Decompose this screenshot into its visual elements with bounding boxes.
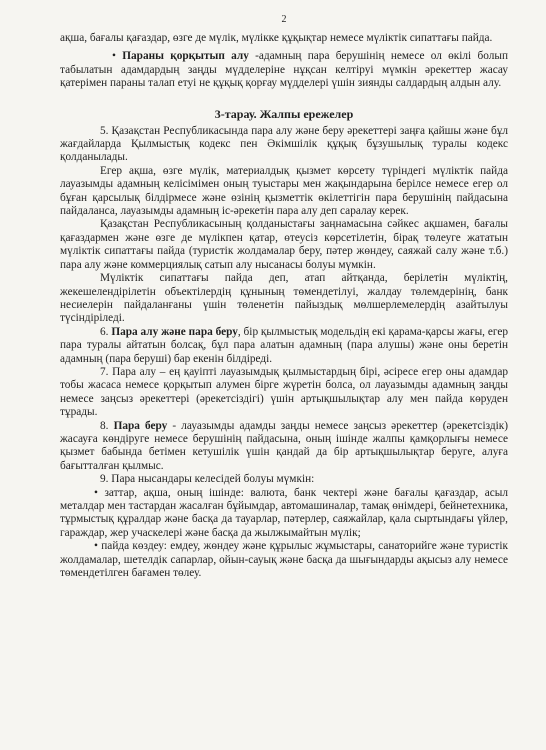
term-bribe-extortion: Параны қорқытып алу [122, 50, 249, 63]
section-heading: 3-тарау. Жалпы ережелер [214, 106, 354, 121]
term-bribe-taking-giving: Пара алу және пара беру [111, 325, 238, 338]
paragraph-9: 9. Пара нысандары келесідей болуы мүмкін: [100, 473, 315, 486]
term-bribe-giving: Пара беру [113, 419, 168, 432]
page-number: 2 [281, 14, 287, 25]
paragraph-8 [60, 420, 508, 474]
paragraph-5c: Қазақстан Республикасының қолданыстағы заңнамасына сәйкес ақшамен, бағалы қағаздармен және өзге де мүлікпен қатар, өтеусіз көрсетілетін, бірақ төлеуге жататын мүліктік сипаттағы пайда (туристік жолдамалар беру, пәтер жөндеу, саяжай салу және т.б.) пара алу және коммерциялық сатып алу нысанасы болуы мүмкін. [60, 218, 508, 271]
list-item-things-money: • заттар, ақша, оның ішінде: валюта, банк чектері және бағалы қағаздар, асыл металдар мен тастардан жасалған бұйымдар, автомашиналар, тамақ өнімдері, бейнетехника, тұрмыстық құралдар және басқа да тауарлар, пәтерлер, саяжайлар, қала сыртындағы үйлер, гараждар, жер учаскелері және басқа да жылжымайтын мүлік; [60, 486, 508, 539]
paragraph-text: - лауазымды адамды заңды немесе заңсыз әрекеттер (әрекетсіздік) жасауға көндіруге немесе берушінің пайдасына, оның ішінде жалпы қамқорлығы немесе қызмет бабында бетімен кетушілік үшін қандай да бір артықшылықтар беруге, алуға бағытталған қылмыс. [60, 419, 508, 472]
paragraph-continuation: ақша, бағалы қағаздар, өзге де мүлік, мүлікке құқықтар немесе мүліктік сипаттағы пайда. [60, 32, 493, 44]
bullet: • [112, 50, 116, 63]
paragraph-number: 6. [100, 325, 112, 338]
paragraph-bribe-extortion [60, 50, 508, 90]
paragraph-6 [60, 326, 508, 366]
list-item-benefits: • пайда көздеу: емдеу, жөндеу және құрылыс жұмыстары, санаторийге және туристік жолдамалар, шетелдік сапарлар, ойын-сауық және басқа да шығындарды ақысыз алу немесе төмендетілген бағамен төлеу. [60, 540, 508, 580]
definition-text: -адамның пара берушінің немесе ол өкілі болып табылатын адамдардың заңды мүдделеріне нұқсан келтіруі мүмкін әрекеттер жасау қатерімен параны талап етуі не құқық қорғау мүдделері үшін зиянды салдардың алдын алу. [60, 50, 508, 90]
paragraph-number: 8. [100, 419, 114, 432]
paragraph-5d: Мүліктік сипаттағы пайда деп, атап айтқанда, берілетін мүліктің, жекешелендірілетін объектілердің құнының төмендетілуі, жалдау төлемдерінің, банк несиелерін пайдаланғаны үшін төленетін пайыздық мөлшерлемелердің азайтылуы түсіндіріледі. [60, 272, 508, 325]
paragraph-7: 7. Пара алу – ең қауіпті лауазымдық қылмыстардың бірі, әсіресе егер оны адамдар тобы жасаса немесе қорқытып алумен бірге жүретін болса, ол лауазымды адамның заңды немесе заңсыз әрекеттері (әрекетсіздігі) үшін артықшылықтар алу мен пайда көруден тұрады. [60, 365, 508, 419]
paragraph-5b: Егер ақша, өзге мүлік, материалдық қызмет көрсету түріндегі мүліктік пайда лауазымды адамның келісімімен оның туыстары мен жақындарына берілсе немесе егер ол бұған қарсылық білдірмесе және өзінің қызметтік өкілеттігін пара берушінің пайдасына пайдаланса, лауазымды адамның іс-әрекетін пара алу деп саралау керек. [60, 164, 508, 218]
paragraph-text: , бір қылмыстық модельдің екі қарама-қарсы жағы, егер пара туралы айтатын болсақ, бұл пара алатын адамның (пара алушы) және оны беретін адамның (пара беруші) бар екенін білдіреді. [60, 325, 508, 365]
paragraph-5: 5. Қазақстан Республикасында пара алу және беру әрекеттері заңға қайшы және бұл жағдайларда Қылмыстық кодекс пен Әкімшілік құқық бұзушылық туралы кодекс қолданылады. [60, 124, 508, 164]
